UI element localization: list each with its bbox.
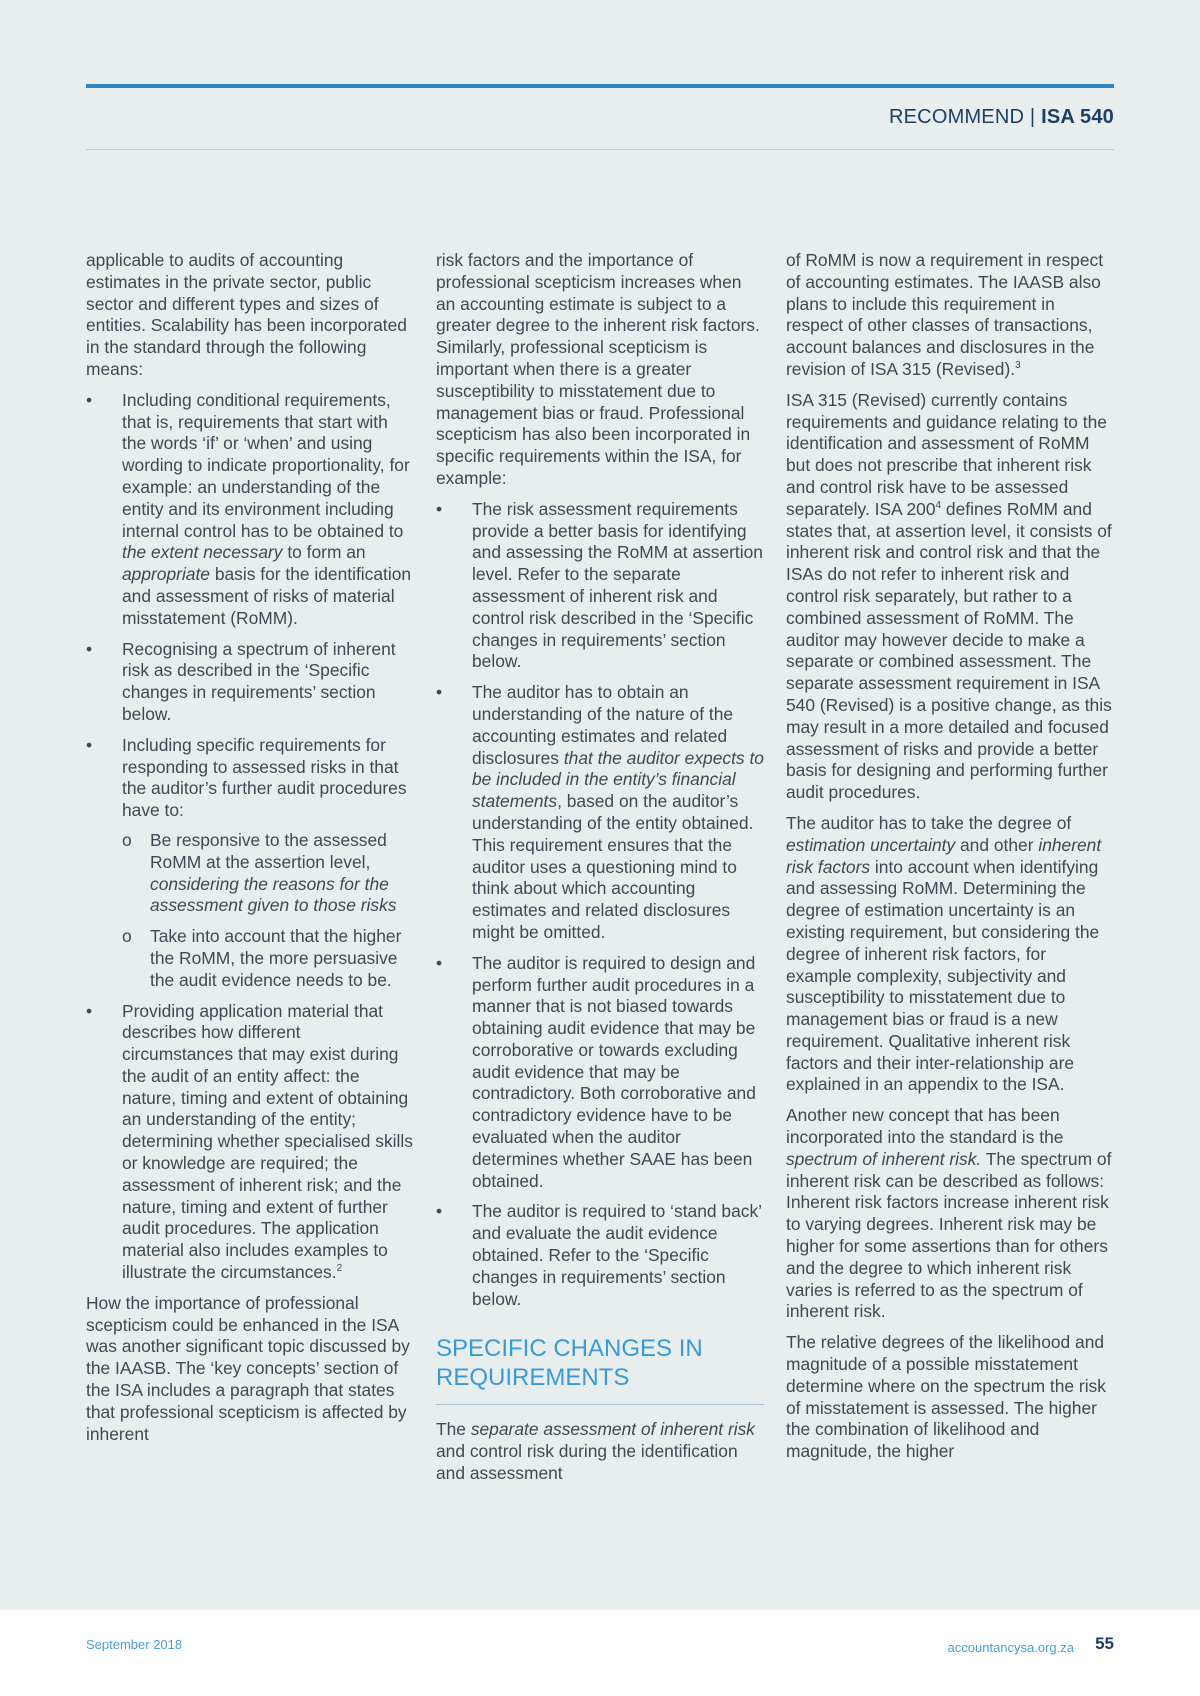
col3-p3-text-a: The auditor has to take the degree of <box>786 812 1072 833</box>
col1-sub-item-1 <box>122 830 416 917</box>
col1-bullet-1-text-c: basis for the identification and assessment of risks of material misstatement (RoMM). <box>122 564 412 628</box>
col3-p1-text: of RoMM is now a requirement in respect of accounting estimates. The IAASB also plans to include this requirement in respect of other classes of transactions, account balances and disclosures in the revision of ISA 315 (Revised). <box>786 250 1104 379</box>
col2-closing-a: The <box>436 1419 471 1440</box>
col3-p3-em-2: inherent risk factors <box>786 834 1102 877</box>
col1-sub-1-text: Be responsive to the assessed RoMM at the assertion level, <box>150 829 387 872</box>
footer-date: September 2018 <box>86 1637 183 1652</box>
col2-bullet-3: • The auditor is required to design and perform further audit procedures in a manner that is not biased towards obtaining audit evidence that may be corroborative or towards excluding audit evidence that may be contradictory. Both corroborative and contradictory evidence have to be evaluated when the auditor determines whether SAAE has been obtained. <box>436 953 764 1193</box>
col2-intro: risk factors and the importance of professional scepticism increases when an accounting estimate is subject to a greater degree to the inherent risk factors. Similarly, professional scepticism is important when there is a greater susceptibility to misstatement due to management bias or fraud. Professional scepticism has also been incorporated in specific requirements within the ISA, for example: <box>436 250 760 488</box>
header-separator: | <box>1024 106 1042 128</box>
col3-para-2 <box>786 390 1116 804</box>
col3-p2-text-b: defines RoMM and states that, at assertion level, it consists of inherent risk and control risk and that the ISAs do not refer to inherent risk and control risk separately, but rather to a combined assessment of RoMM. The auditor may however decide to make a separate or combined assessment. The separate assessment requirement in ISA 540 (Revised) is a positive change, as this may result in a more detailed and focused assessment of risks and provide a better basis for designing and performing further audit procedures. <box>786 498 1112 803</box>
col1-bullet-1-em-1: the extent necessary <box>122 542 283 563</box>
col2-bullet-2-text-b: , based on the auditor’s understanding of the entity obtained. This requirement ensures that the auditor uses a questioning mind to think about which accounting estimates and related disclosures might be omitted. <box>472 791 754 942</box>
header-top-rule <box>86 84 1114 88</box>
col2-bullet-1: • The risk assessment requirements provide a better basis for identifying and assessing the RoMM at assertion level. Refer to the separate assessment of inherent risk and control risk described in the ‘Specific changes in requirements’ section below. <box>436 499 764 673</box>
col1-bullet-2: • Recognising a spectrum of inherent risk as described in the ‘Specific changes in requirements’ section below. <box>86 639 416 726</box>
header-section: RECOMMEND <box>889 106 1025 128</box>
footnote-ref-3: 3 <box>1015 360 1021 372</box>
col3-p4-text-b: The spectrum of inherent risk can be described as follows: Inherent risk factors increase inherent risk to varying degrees. Inherent risk may be higher for some assertions than for others and the degree to which inherent risk varies is referred to as the spectrum of inherent risk. <box>786 1148 1112 1322</box>
col3-p3-em-1: estimation uncertainty <box>786 834 956 855</box>
col2-bullet-list <box>436 499 764 1311</box>
col1-bullet-4 <box>86 1001 416 1284</box>
column-2 <box>436 250 764 1494</box>
col3-para-5: The relative degrees of the likelihood and magnitude of a possible misstatement determine where on the spectrum the risk of misstatement is assessed. The higher the combination of likelihood and magnitude, the higher <box>786 1332 1106 1462</box>
col3-p2-text-a: ISA 315 (Revised) currently contains requirements and guidance relating to the identification and assessment of RoMM but does not prescribe that inherent risk and control risk have to be assessed separately. ISA 200 <box>786 389 1107 519</box>
page-number: 55 <box>1095 1634 1114 1653</box>
col3-p4-text-a: Another new concept that has been incorporated into the standard is the <box>786 1105 1064 1148</box>
col1-bullet-list <box>86 390 416 1284</box>
col3-p4-em: spectrum of inherent risk. <box>786 1148 982 1169</box>
col1-sub-1-em: considering the reasons for the assessment given to those risks <box>150 873 397 916</box>
col2-bullet-2 <box>436 682 764 944</box>
col2-bullet-2-em: that the auditor expects to be included in the entity’s financial statements <box>472 747 764 812</box>
col1-bullet-1-text-b: to form an <box>282 542 366 563</box>
col1-bullet-3-text: Including specific requirements for responding to assessed risks in that the auditor’s further audit procedures have to: <box>122 734 407 821</box>
col1-sub-item-2: o Take into account that the higher the RoMM, the more persuasive the audit evidence needs to be. <box>122 926 416 991</box>
col3-para-3 <box>786 813 1116 1096</box>
col1-bullet-4-text: Providing application material that describes how different circumstances that may exist during the audit of an entity affect: the nature, timing and extent of obtaining an understanding of the entity; determining whether specialised skills or knowledge are required; the assessment of inherent risk; and the nature, timing and extent of further audit procedures. The application material also includes examples to illustrate the circumstances. <box>122 1000 413 1283</box>
footnote-ref-2: 2 <box>336 1263 343 1275</box>
col2-bullet-2-text-a: The auditor has to obtain an understanding of the nature of the accounting estimates and related disclosures <box>472 682 734 768</box>
col1-sub-list <box>122 830 416 992</box>
footer-website-link[interactable]: accountancysa.org.za <box>947 1640 1074 1655</box>
column-1 <box>86 250 416 1454</box>
column-3 <box>786 250 1116 1472</box>
col1-bullet-1-em-2: appropriate <box>122 564 210 585</box>
header-standard: ISA 540 <box>1041 106 1114 128</box>
header-bottom-rule <box>86 149 1114 150</box>
col1-bullet-1 <box>86 390 416 630</box>
col1-bullet-3 <box>86 735 416 992</box>
col2-closing-em: separate assessment of inherent risk <box>470 1419 755 1440</box>
col2-closing-b: and control risk during the identification and assessment <box>436 1441 738 1484</box>
col2-bullet-4: • The auditor is required to ‘stand back’ and evaluate the audit evidence obtained. Refer to the ‘Specific changes in requirements’ section below. <box>436 1201 764 1310</box>
col3-p3-text-c: into account when identifying and assessing RoMM. Determining the degree of estimation uncertainty is an existing requirement, but considering the degree of inherent risk factors, for example complexity, subjectivity and susceptibility to misstatement due to management bias or fraud is a new requirement. Qualitative inherent risk factors and their inter-relationship are explained in an appendix to the ISA. <box>786 856 1100 1095</box>
col3-para-1 <box>786 250 1116 381</box>
col3-para-4 <box>786 1105 1116 1323</box>
col1-intro: applicable to audits of accounting estimates in the private sector, public sector and different types and sizes of entities. Scalability has been incorporated in the standard through the following means: <box>86 250 407 379</box>
col2-closing <box>436 1419 764 1484</box>
col1-bullet-1-text-a: Including conditional requirements, that is, requirements that start with the words ‘if’ or ‘when’ and using wording to indicate proportionality, for example: an understanding of the entity and its environment including internal control has to be obtained to <box>122 389 410 541</box>
col3-p3-text-b: and other <box>955 834 1039 855</box>
footnote-ref-4: 4 <box>935 499 942 511</box>
col1-para-2: How the importance of professional scepticism could be enhanced in the ISA was another significant topic discussed by the IAASB. The ‘key concepts’ section of the ISA includes a paragraph that states that professional scepticism is affected by inherent <box>86 1292 410 1444</box>
section-heading: SPECIFIC CHANGES IN REQUIREMENTS <box>436 1334 764 1405</box>
running-header <box>889 106 1114 129</box>
